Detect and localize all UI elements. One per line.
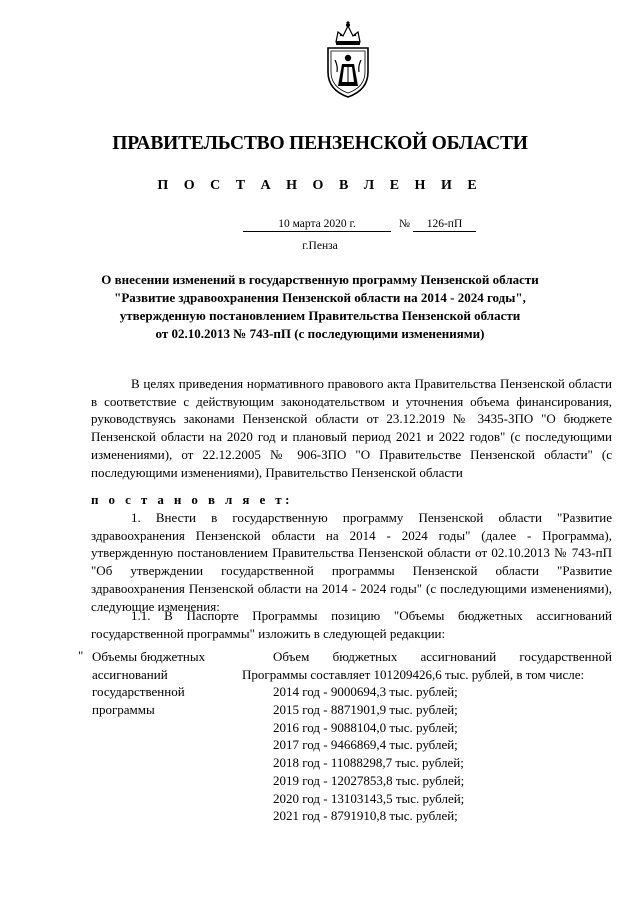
funding-year-item: 2015 год - 8871901,9 тыс. рублей; [273, 702, 458, 718]
funding-year-item: 2017 год - 9466869,4 тыс. рублей; [273, 737, 458, 753]
coat-of-arms-icon [325, 20, 371, 98]
preamble-paragraph: В целях приведения нормативного правового акта Правительства Пензенской области в соответствие с действующим законодательством и уточнения объема финансирования, руководствуясь законами Пензенской области от 23.12.2019 № 3435-ЗПО "О бюджете Пензенской области на 2020 год и плановый период 2021 и 2022 годов" (с последующими изменениями), от 22.12.2005 № 906-ЗПО "О Правительстве Пензенской области" (с последующими изменениями), Правительство Пензенской области [91, 376, 612, 480]
funding-total: Объем бюджетных ассигнований государственной Программы составляет 101209426,6 тыс. рублей, в том числе: [242, 649, 612, 682]
document-type: П О С Т А Н О В Л Е Н И Е [157, 178, 483, 193]
item-1-paragraph: 1. Внести в государственную программу Пензенской области "Развитие здравоохранения Пензенской области на 2014 - 2024 годы" (далее - Программа), утвержденную постановлением Правительства Пензенской области от 02.10.2013 № 743-пП "Об утверждении государственной программы Пензенской области "Развитие здравоохранения Пензенской области на 2014 - 2024 годы" (с последующими изменениями), следующие изменения: [91, 510, 612, 614]
open-quote: " [78, 648, 84, 663]
funding-by-year-list [242, 683, 612, 825]
funding-year-item: 2016 год - 9088104,0 тыс. рублей; [273, 719, 458, 735]
city-name: г.Пенза [302, 240, 338, 252]
funding-year-item: 2018 год - 11088298,7 тыс. рублей; [273, 755, 464, 771]
government-title: ПРАВИТЕЛЬСТВО ПЕНЗЕНСКОЙ ОБЛАСТИ [112, 133, 528, 154]
number-sign: № [399, 218, 410, 230]
funding-year-item: 2014 год - 9000694,3 тыс. рублей; [273, 684, 458, 700]
funding-year-item: 2019 год - 12027853,8 тыс. рублей; [273, 772, 465, 788]
funding-year-item: 2020 год - 13103143,5 тыс. рублей; [273, 790, 465, 806]
decree-subject [60, 271, 580, 343]
passport-position-value [242, 648, 612, 825]
subject-line: "Развитие здравоохранения Пензенской области на 2014 - 2024 годы", [114, 290, 526, 305]
subject-line: утвержденную постановлением Правительства Пензенской области [119, 308, 521, 323]
resolves-word: п о с т а н о в л я е т: [91, 492, 293, 507]
item-1-1-paragraph: 1.1. В Паспорте Программы позицию "Объемы бюджетных ассигнований государственной программы" изложить в следующей редакции: [91, 608, 612, 641]
passport-position-label: Объемы бюджетных ассигнований государственной программы [92, 649, 206, 718]
funding-year-item: 2021 год - 8791910,8 тыс. рублей; [273, 808, 458, 824]
subject-line: О внесении изменений в государственную программу Пензенской области [101, 272, 539, 287]
decree-date: 10 марта 2020 г. [243, 218, 391, 232]
subject-line: от 02.10.2013 № 743-пП (с последующими изменениями) [155, 326, 485, 341]
decree-number: 126-пП [413, 218, 476, 232]
